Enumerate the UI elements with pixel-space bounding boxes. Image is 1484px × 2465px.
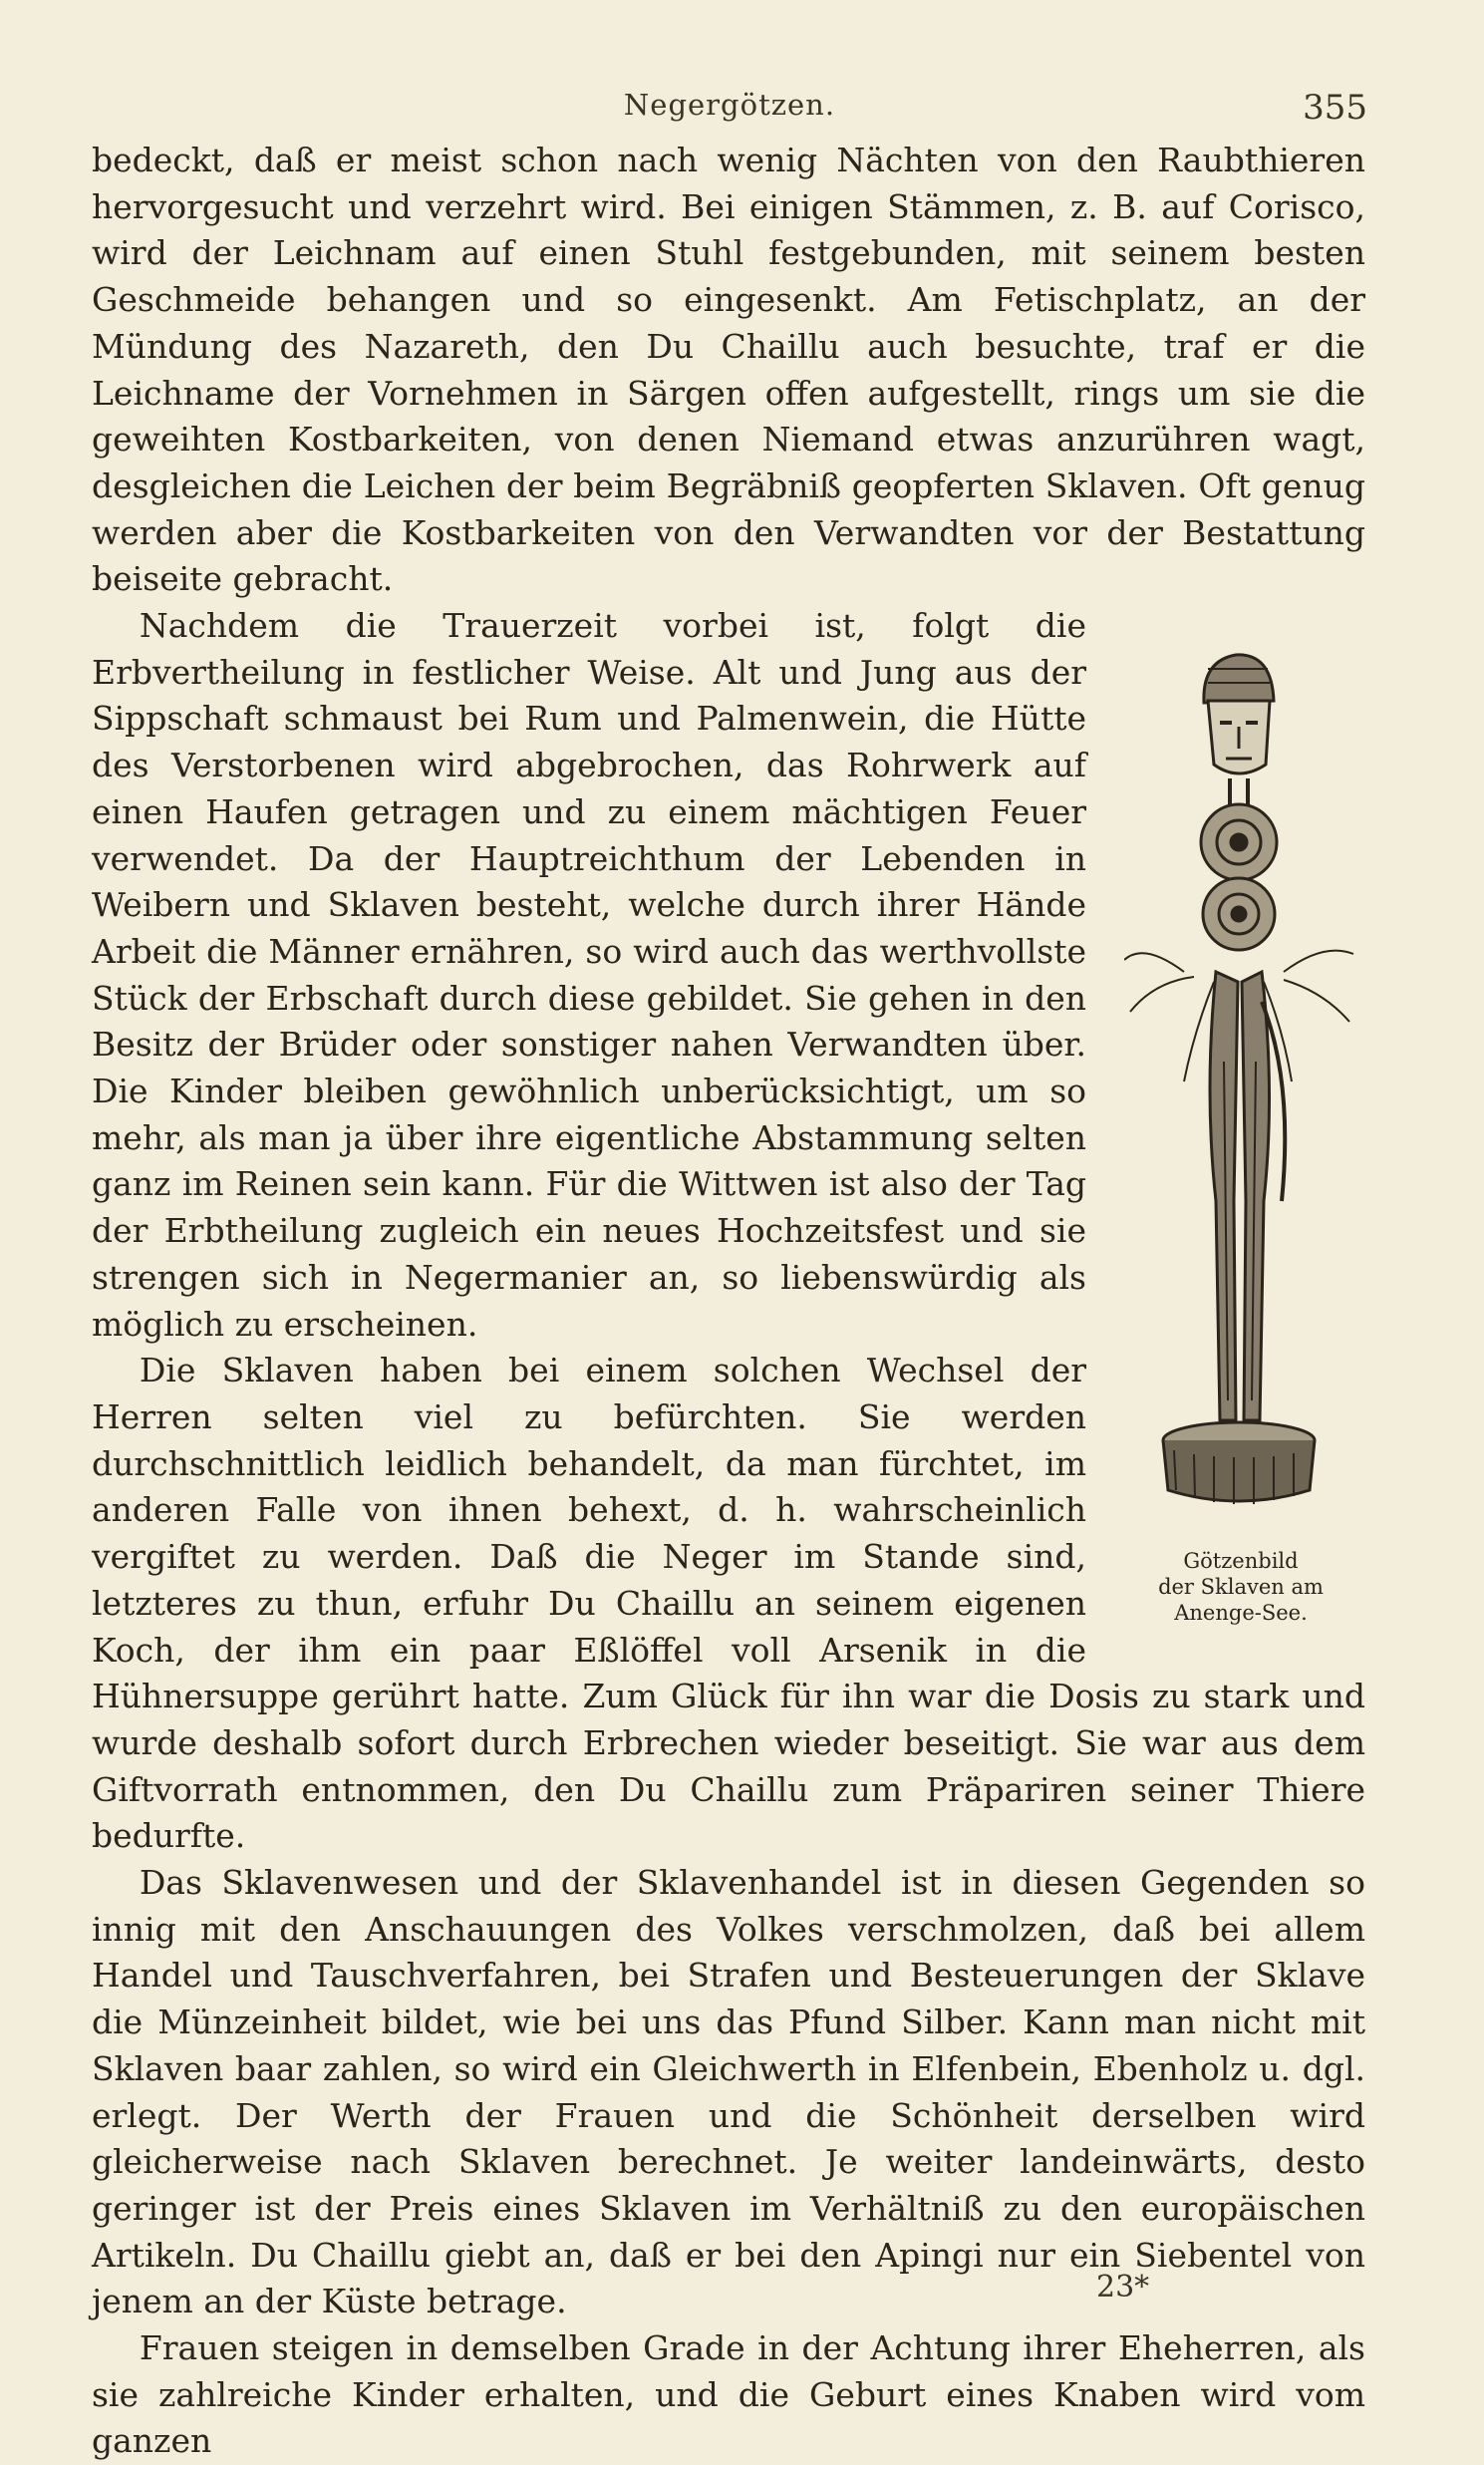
paragraph-4: Das Sklavenwesen und der Sklavenhandel ist in diesen Gegenden so innig mit den Anschauungen des Volkes verschmolzen, daß bei allem Handel und Tauschverfahren, bei Strafen und Besteuerungen der Sklave die Münzeinheit bildet, wie bei uns das Pfund Silber. Kann man nicht mit Sklaven baar zahlen, so wird ein Gleichwerth in Elfenbein, Ebenholz u. dgl. erlegt. Der Werth der Frauen und die Schönheit derselben wird gleicherweise nach Sklaven berechnet. Je weiter landeinwärts, desto geringer ist der Preis eines Sklaven im Verhältniß zu den europäischen Artikeln. Du Chaillu giebt an, daß er bei den Apingi nur ein Siebentel von jenem an der Küste betrage. bbox=[92, 1863, 1365, 2321]
caption-line: der Sklaven am bbox=[1158, 1575, 1324, 1600]
running-head: Negergötzen. bbox=[623, 88, 836, 122]
caption-line: Anenge-See. bbox=[1174, 1601, 1308, 1626]
figure-caption bbox=[1116, 1548, 1365, 1626]
body-text bbox=[92, 138, 1365, 2465]
idol-illustration-icon bbox=[1124, 643, 1357, 1520]
paragraph-3: Die Sklaven haben bei einem solchen Wechsel der Herren selten viel zu befürchten. Sie werden durchschnittlich leidlich behandelt, da man fürchtet, im anderen Falle von ihnen behext, d. h. wahrscheinlich vergiftet zu werden. Daß die Neger im Stande sind, letzteres zu thun, erfuhr Du Chaillu an seinem eigenen Koch, der ihm ein paar Eßlöffel voll Arsenik in die Hühnersuppe gerührt hatte. Zum Glück für ihn war die Dosis zu stark und wurde deshalb sofort durch Erbrechen wieder beseitigt. Sie war aus dem Giftvorrath entnommen, den Du Chaillu zum Präpariren seiner Thiere bedurfte. bbox=[92, 1351, 1365, 1856]
page-header bbox=[92, 88, 1367, 128]
paragraph-1: bedeckt, daß er meist schon nach wenig Nächten von den Raubthieren hervorgesucht und verzehrt wird. Bei einigen Stämmen, z. B. auf Corisco, wird der Leichnam auf einen Stuhl festgebunden, mit seinem besten Geschmeide behangen und so eingesenkt. Am Fetischplatz, an der Mündung des Nazareth, den Du Chaillu auch besuchte, traf er die Leichname der Vornehmen in Särgen offen aufgestellt, rings um sie die geweihten Kostbarkeiten, von denen Niemand etwas anzurühren wagt, desgleichen die Leichen der beim Begräbniß geopferten Sklaven. Oft genug werden aber die Kostbarkeiten von den Verwandten vor der Bestattung beiseite gebracht. bbox=[92, 141, 1365, 599]
idol-figure bbox=[1116, 603, 1365, 1666]
paragraph-5: Frauen steigen in demselben Grade in der Achtung ihrer Eheherren, als sie zahlreiche Kinder erhalten, und die Geburt eines Knaben wird vom ganzen bbox=[92, 2328, 1365, 2461]
signature-mark: 23* bbox=[1096, 2270, 1150, 2305]
page-number: 355 bbox=[1303, 88, 1367, 128]
caption-line: Götzenbild bbox=[1183, 1549, 1299, 1574]
paragraph-2: Nachdem die Trauerzeit vorbei ist, folgt die Erbvertheilung in festlicher Weise. Alt und Jung aus der Sippschaft schmaust bei Rum und Palmenwein, die Hütte des Verstorbenen wird abgebrochen, das Rohrwerk auf einen Haufen getragen und zu einem mächtigen Feuer verwendet. Da der Hauptreichthum der Lebenden in Weibern und Sklaven besteht, welche durch ihrer Hände Arbeit die Männer ernähren, so wird auch das werthvollste Stück der Erbschaft durch diese gebildet. Sie gehen in den Besitz der Brüder oder sonstiger nahen Verwandten über. Die Kinder bleiben gewöhnlich unberücksichtigt, um so mehr, als man ja über ihre eigentliche Abstammung selten ganz im Reinen sein kann. Für die Wittwen ist also der Tag der Erbtheilung zugleich ein neues Hochzeitsfest und sie strengen sich in Negermanier an, so liebenswürdig als möglich zu erscheinen. bbox=[92, 606, 1086, 1344]
